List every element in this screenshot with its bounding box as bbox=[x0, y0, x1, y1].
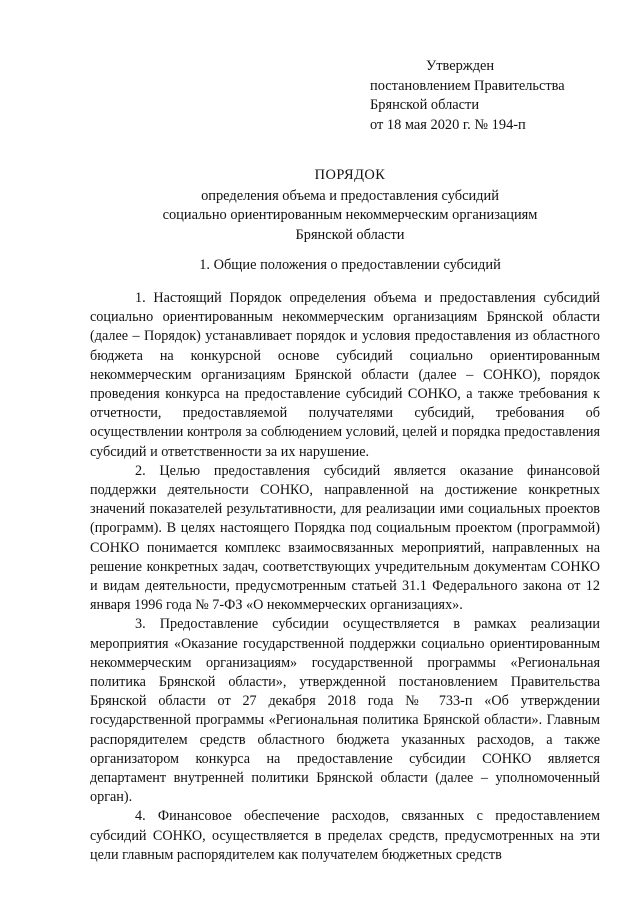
paragraph-1: 1. Настоящий Порядок определения объема и предоставления субсидий социально ориентированным некоммерческим организациям Брянской области (далее – Порядок) устанавливает порядок и условия предоставления из областного бюджета на конкурсной основе субсидий социально ориентированным некоммерческим организациям Брянской области (далее – СОНКО), порядок проведения конкурса на предоставление субсидий СОНКО, а также требования к отчетности, предоставляемой получателями субсидий, требования об осуществлении контроля за соблюдением условий, целей и порядка предоставления субсидий и ответственности за их нарушение. bbox=[90, 290, 600, 460]
document-title bbox=[60, 166, 640, 245]
approval-stamp bbox=[370, 57, 620, 135]
title-line-1: определения объема и предоставления субсидий bbox=[201, 187, 499, 204]
section-heading: 1. Общие положения о предоставлении субсидий bbox=[199, 257, 501, 273]
title-line-3: Брянской области bbox=[295, 226, 405, 243]
approval-line-approved: Утвержден bbox=[426, 58, 495, 74]
title-line-2: социально ориентированным некоммерческим организациям bbox=[162, 207, 538, 223]
paragraph-3: 3. Предоставление субсидии осуществляется в рамках реализации мероприятия «Оказание государственной поддержки социально ориентированным некоммерческим организациям» государственной программы «Региональная политика Брянской области», утвержденной постановлением Правительства Брянской области от 27 декабря 2018 года № 733-п «Об утверждении государственной программы «Региональная политика Брянской области». Главным распорядителем средств областного бюджета указанных расходов, а также организатором конкурса на предоставление субсидии СОНКО является департамент внутренней политики Брянской области (далее – уполномоченный орган). bbox=[90, 616, 600, 806]
title-main: ПОРЯДОК bbox=[314, 167, 386, 183]
approval-line-region: Брянской области bbox=[370, 97, 480, 113]
document-body bbox=[90, 289, 600, 865]
paragraph-4: 4. Финансовое обеспечение расходов, связанных с предоставлением субсидий СОНКО, осуществляется в пределах средств, предусмотренных на эти цели главным распорядителем как получателем бюджетных средств bbox=[90, 808, 600, 863]
approval-line-resolution: постановлением Правительства bbox=[370, 77, 565, 94]
approval-line-date-number: от 18 мая 2020 г. № 194-п bbox=[370, 116, 526, 133]
paragraph-2: 2. Целью предоставления субсидий является оказание финансовой поддержки деятельности СОНКО, направленной на достижение конкретных значений показателей результативности, для реализации ими социальных проектов (программ). В целях настоящего Порядка под социальным проектом (программой) СОНКО понимается комплекс взаимосвязанных мероприятий, направленных на решение конкретных задач, соответствующих учредительным документам СОНКО и видам деятельности, предусмотренным статьей 31.1 Федерального закона от 12 января 1996 года № 7-ФЗ «О некоммерческих организациях». bbox=[90, 462, 600, 614]
